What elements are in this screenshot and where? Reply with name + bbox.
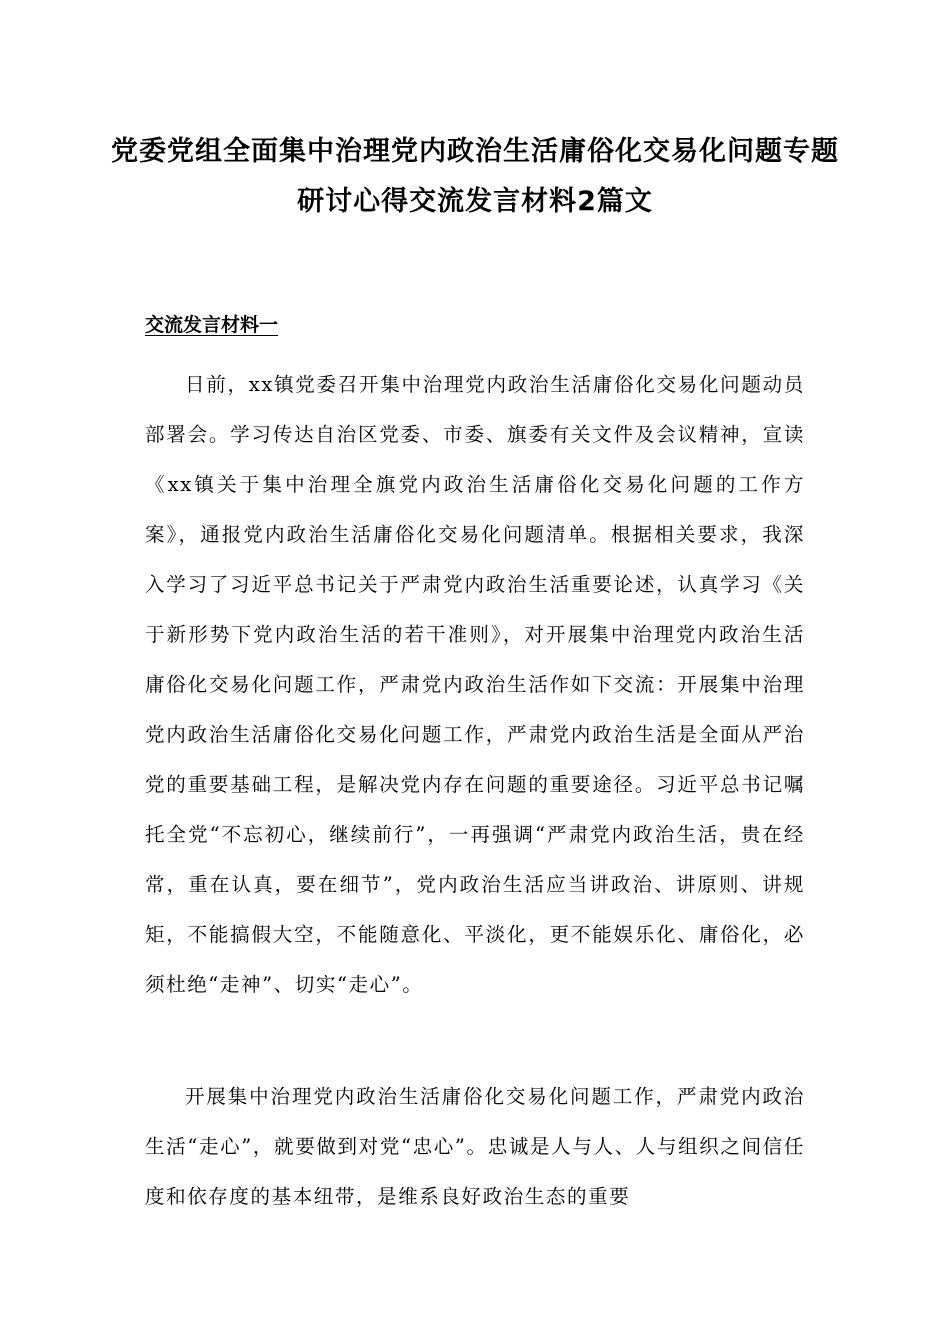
paragraph-2: 开展集中治理党内政治生活庸俗化交易化问题工作，严肃党内政治生活“走心”，就要做到对党“忠心”。忠诚是人与人、人与组织之间信任度和依存度的基本纽带，是维系良好政治生态的重要 bbox=[145, 1085, 805, 1208]
document-title: 党委党组全面集中治理党内政治生活庸俗化交易化问题专题研讨心得交流发言材料2篇文 bbox=[111, 136, 839, 217]
paragraph-1: 日前，xx镇党委召开集中治理党内政治生活庸俗化交易化问题动员部署会。学习传达自治区党委、市委、旗委有关文件及会议精神，宣读《xx镇关于集中治理全旗党内政治生活庸俗化交易化问题的工作方案》，通报党内政治生活庸俗化交易化问题清单。根据相关要求，我深入学习了习近平总书记关于严肃党内政治生活重要论述，认真学习《关于新形势下党内政治生活的若干准则》，对开展集中治理党内政治生活庸俗化交易化问题工作，严肃党内政治生活作如下交流：开展集中治理党内政治生活庸俗化交易化问题工作，严肃党内政治生活是全面从严治党的重要基础工程，是解决党内存在问题的重要途径。习近平总书记嘱托全党“不忘初心，继续前行”，一再强调“严肃党内政治生活，贵在经常，重在认真，要在细节”，党内政治生活应当讲政治、讲原则、讲规矩，不能搞假大空，不能随意化、平淡化，更不能娱乐化、庸俗化，必须杜绝“走神”、切实“走心”。 bbox=[145, 373, 805, 996]
section-heading: 交流发言材料一 bbox=[145, 314, 279, 336]
